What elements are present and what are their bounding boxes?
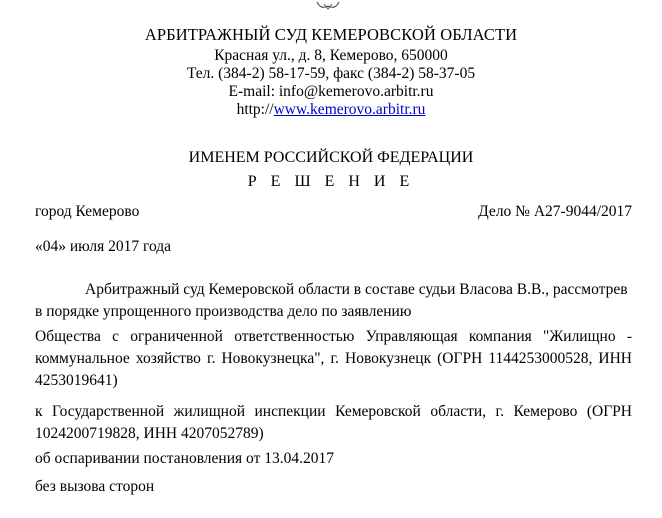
applicant-line-1: Общества с ограниченной ответственностью Управляющая компания "Жилищно -	[35, 328, 632, 345]
city-case-row	[35, 202, 632, 221]
respondent-line-1: к Государственной жилищной инспекции Кемеровской области, г. Кемерово (ОГРН	[35, 403, 632, 420]
case-number: Дело № А27-9044/2017	[478, 203, 632, 220]
court-name: АРБИТРАЖНЫЙ СУД КЕМЕРОВСКОЙ ОБЛАСТИ	[144, 25, 518, 44]
subject-line: об оспаривании постановления от 13.04.2017	[35, 450, 334, 467]
city: город Кемерово	[35, 203, 140, 220]
court-website-link[interactable]: www.kemerovo.arbitr.ru	[273, 101, 426, 118]
decision-date: «04» июля 2017 года	[35, 238, 172, 255]
paragraph-court-composition: Арбитражный суд Кемеровской области в составе судьи Власова В.В., рассмотрев	[85, 281, 628, 298]
court-website-line	[0, 100, 662, 119]
hearing-mode-line: без вызова сторон	[35, 478, 155, 495]
court-phone: Тел. (384-2) 58-17-59, факс (384-2) 58-37-05	[186, 65, 476, 82]
http-prefix: http://	[236, 101, 274, 118]
court-address: Красная ул., д. 8, Кемерово, 650000	[214, 47, 448, 64]
respondent-line-2: 1024200719828, ИНН 4207052789)	[35, 425, 264, 442]
paragraph-procedure: в порядке упрощенного производства дело по заявлению	[35, 303, 412, 320]
document-heading: ИМЕНЕМ РОССИЙСКОЙ ФЕДЕРАЦИИ	[188, 149, 474, 166]
applicant-line-2: коммунальное хозяйство г. Новокузнецка", г. Новокузнецк (ОГРН 1144253000528, ИНН	[35, 350, 632, 367]
document-title: Р Е Ш Е Н И Е	[247, 173, 415, 190]
court-email: E-mail: info@kemerovo.arbitr.ru	[228, 83, 434, 100]
coat-of-arms-icon	[315, 0, 341, 12]
applicant-line-3: 4253019641)	[35, 372, 118, 389]
